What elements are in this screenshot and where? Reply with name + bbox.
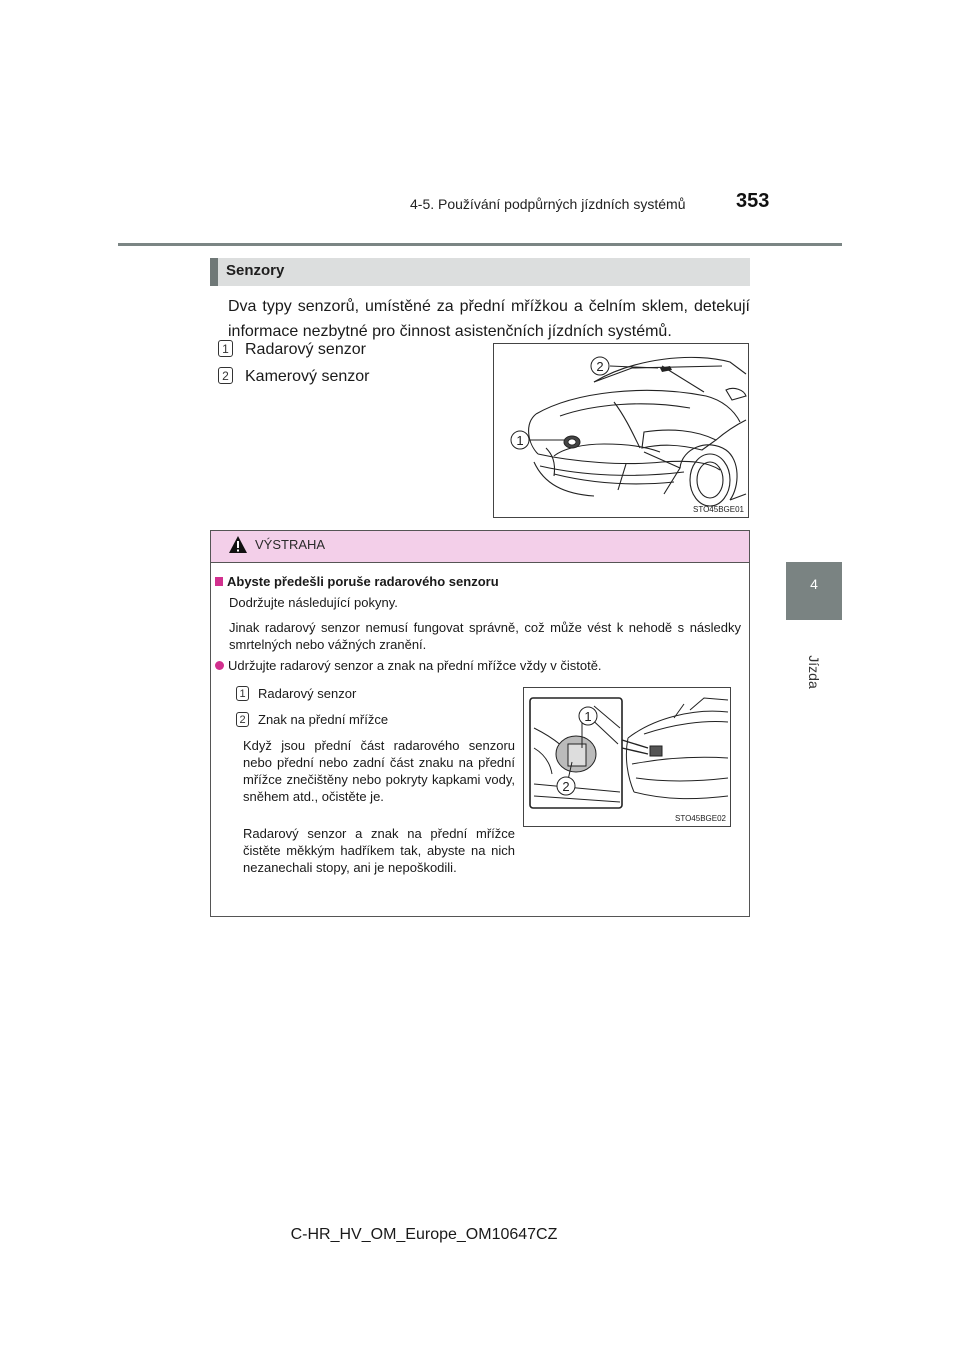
callout-2 (557, 777, 575, 795)
callout-2 (591, 357, 609, 375)
legend-label: Radarový senzor (258, 686, 357, 701)
warning-subheading-text: Abyste předešli poruše radarového senzoru (227, 574, 499, 589)
svg-text:2: 2 (596, 359, 604, 374)
warning-paragraph-3: Když jsou přední část radarového senzoru nebo přední nebo zadní část znaku na přední mřížce znečištěny nebo pokryty kapkami vody, sněhem atd., očistěte je. (243, 738, 515, 804)
chapter-number: 4 (810, 576, 818, 592)
warning-title: VÝSTRAHA (255, 537, 326, 552)
svg-text:1: 1 (584, 709, 592, 724)
legend-number-badge: 2 (236, 712, 249, 727)
legend-number-badge: 1 (218, 340, 233, 357)
legend-item-radar (218, 340, 366, 359)
warning-bullet-text: Udržujte radarový senzor a znak na přední mřížce vždy v čistotě. (228, 658, 602, 673)
warning-subheading (215, 574, 499, 589)
legend-label: Znak na přední mřížce (258, 712, 389, 727)
car-front-figure (493, 343, 749, 518)
warning-paragraph-2: Jinak radarový senzor nemusí fungovat správně, což může vést k nehodě s následky smrtelných nebo vážných zranění. (229, 620, 741, 652)
square-bullet-icon (215, 577, 223, 586)
running-header-section: 4-5. Používání podpůrných jízdních systémů (410, 196, 686, 212)
callout-1 (579, 707, 597, 725)
warning-paragraph-4: Radarový senzor a znak na přední mřížce čistěte měkkým hadříkem tak, abyste na nich nezanechali stopy, ani je nepoškodili. (243, 826, 515, 875)
legend-label: Kamerový senzor (245, 368, 370, 385)
page-number: 353 (736, 190, 770, 212)
figure-code: STO45BGE01 (693, 505, 744, 514)
warning-triangle-icon (228, 535, 248, 554)
chapter-label (786, 642, 842, 702)
legend-number-badge: 2 (218, 367, 233, 384)
warning-legend-emblem (236, 711, 388, 728)
header-rule (118, 243, 842, 246)
emblem-mark (650, 746, 662, 756)
footer-code-text: C-HR_HV_OM_Europe_OM10647CZ (290, 1226, 558, 1243)
svg-text:1: 1 (516, 433, 524, 448)
legend-number-badge: 1 (236, 686, 249, 701)
car-front-illustration (494, 344, 748, 517)
figure-code: STO45BGE02 (675, 814, 726, 823)
footer-code (0, 1226, 960, 1244)
warning-paragraph-1: Dodržujte následující pokyny. (229, 595, 398, 610)
section-heading-bar (210, 258, 750, 286)
warning-bullet (215, 657, 745, 674)
grille-sensor-illustration (524, 688, 730, 826)
section-heading-accent (210, 258, 218, 286)
grille-sensor-figure (523, 687, 731, 827)
chapter-label-text: Jízda (806, 655, 822, 689)
callout-1 (511, 431, 529, 449)
round-bullet-icon (215, 661, 224, 670)
svg-text:2: 2 (562, 779, 570, 794)
legend-label: Radarový senzor (245, 341, 366, 358)
radar-sensor-closeup (556, 736, 596, 772)
section-title: Senzory (226, 262, 285, 279)
section-intro: Dva typy senzorů, umístěné za přední mřížkou a čelním sklem, detekují informace nezbytné pro činnost asistenčních jízdních systémů. (228, 298, 750, 340)
warning-legend-radar (236, 685, 356, 702)
radar-sensor-mark (564, 436, 580, 448)
legend-item-camera (218, 367, 370, 386)
